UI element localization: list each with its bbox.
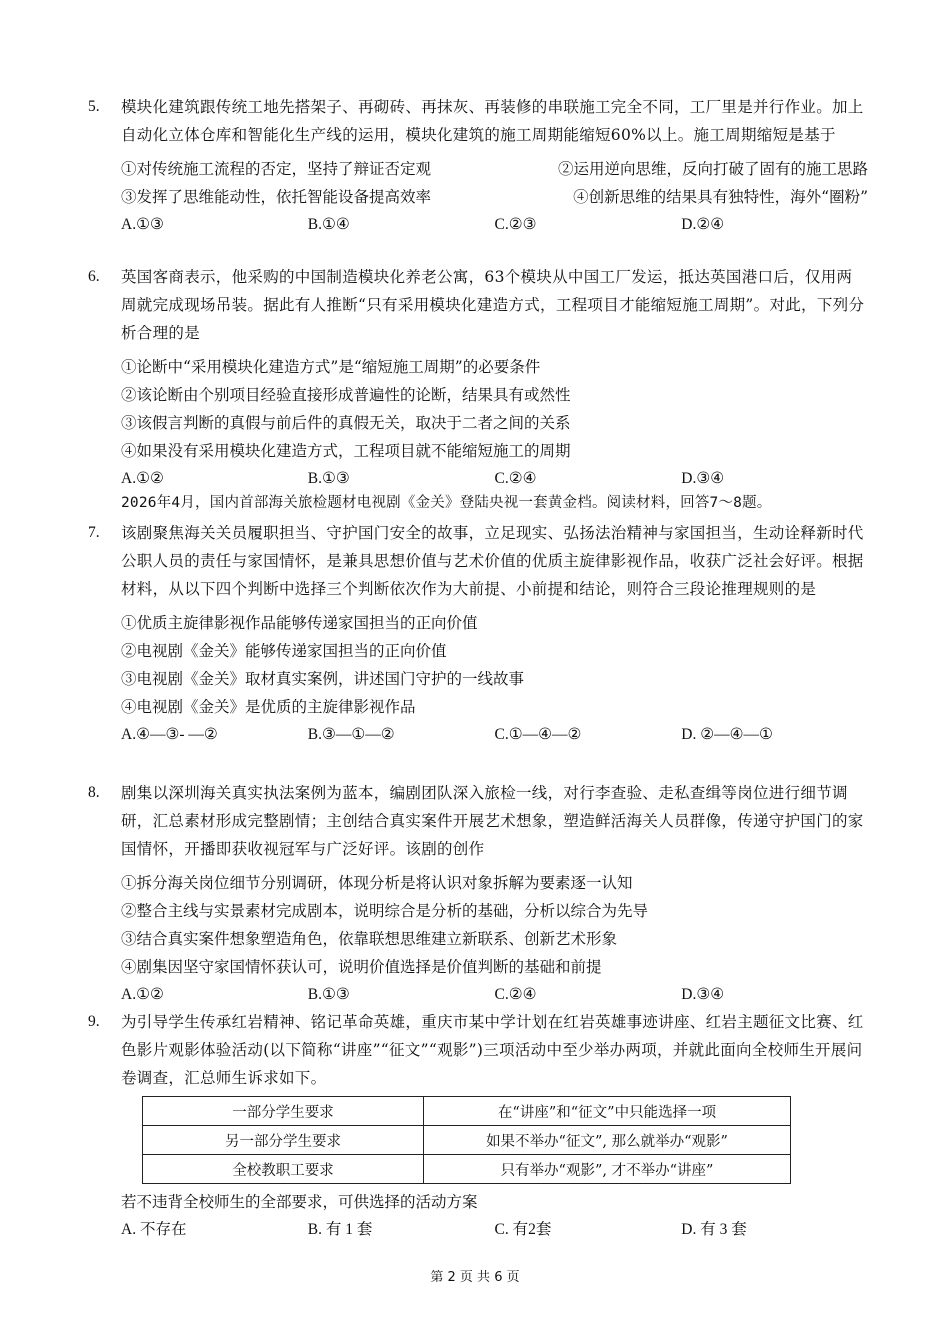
table-cell: 另一部分学生要求 [143,1126,424,1155]
table-cell: 只有举办“观影”, 才不举办“讲座” [424,1155,791,1184]
requirements-table [142,1096,791,1184]
table-cell: 如果不举办“征文”, 那么就举办“观影” [424,1126,791,1155]
answer-choices [121,211,868,239]
question-prompt: 若不违背全校师生的全部要求，可供选择的活动方案 [121,1193,478,1211]
choice-a: A.④—③- —② [121,726,218,743]
choice-a: A. 不存在 [121,1221,187,1238]
table-row [143,1126,791,1155]
option-3: ③该假言判断的真假与前后件的真假无关，取决于二者之间的关系 [121,414,571,432]
option-2: ②运用逆向思维，反向打破了固有的施工思路 [557,160,868,178]
choice-c: C.①—④—② [494,726,582,743]
choice-d: D.③④ [681,986,725,1003]
option-1: ①对传统施工流程的否定，坚持了辩证否定观 [121,160,432,178]
question-number: 6. [88,268,100,285]
option-3: ③发挥了思维能动性，依托智能设备提高效率 [121,188,432,206]
choice-a: A.①③ [121,216,164,233]
choice-b: B.①④ [307,216,350,233]
choice-d: D. 有 3 套 [681,1221,747,1238]
passage-intro: 2026年4月，国内首部海关旅检题材电视剧《金关》登陆央视一套黄金档。阅读材料，回答7～8题。 [121,495,772,511]
choice-a: A.①② [121,986,164,1003]
option-2: ②电视剧《金关》能够传递家国担当的正向价值 [121,642,447,660]
question-number: 7. [88,524,100,541]
option-4: ④如果没有采用模块化建造方式，工程项目就不能缩短施工的周期 [121,442,571,460]
question-stem: 该剧聚焦海关关员履职担当、守护国门安全的故事，立足现实、弘扬法治精神与家国担当，生动诠释新时代公职人员的责任与家国情怀，是兼具思想价值与艺术价值的优质主旋律影视作品，收获广泛社会好评。根据材料，从以下四个判断中选择三个判断依次作为大前提、小前提和结论，则符合三段论推理规则的是 [121,524,864,598]
choice-b: B.①③ [307,986,350,1003]
option-4: ④创新思维的结果具有独特性，海外“圈粉” [573,188,868,206]
question-6 [88,263,868,493]
option-1: ①拆分海关岗位细节分别调研，体现分析是将认识对象拆解为要素逐一认知 [121,874,633,892]
question-stem: 英国客商表示，他采购的中国制造模块化养老公寓，63个模块从中国工厂发运，抵达英国港口后，仅用两周就完成现场吊装。据此有人推断“只有采用模块化建造方式，工程项目才能缩短施工周期”。对此，下列分析合理的是 [121,268,865,342]
choice-d: D.②④ [681,216,725,233]
question-7 [88,519,868,749]
choice-b: B. 有 1 套 [307,1221,373,1238]
choice-a: A.①② [121,470,164,487]
table-row [143,1097,791,1126]
choice-c: C. 有2套 [494,1221,552,1238]
option-3: ③电视剧《金关》取材真实案例，讲述国门守护的一线故事 [121,670,525,688]
option-2: ②该论断由个别项目经验直接形成普遍性的论断，结果具有或然性 [121,386,571,404]
table-cell: 全校教职工要求 [143,1155,424,1184]
question-8 [88,779,868,1009]
answer-choices [121,721,868,749]
choice-b: B.③—①—② [307,726,395,743]
table-cell: 一部分学生要求 [143,1097,424,1126]
answer-choices [121,981,868,1009]
question-number: 9. [88,1013,100,1030]
option-1: ①优质主旋律影视作品能够传递家国担当的正向价值 [121,614,478,632]
option-2: ②整合主线与实景素材完成剧本，说明综合是分析的基础，分析以综合为先导 [121,902,649,920]
answer-choices [121,465,868,493]
question-number: 5. [88,98,100,115]
question-9 [88,1008,868,1244]
option-4: ④电视剧《金关》是优质的主旋律影视作品 [121,698,416,716]
choice-c: C.②③ [494,216,537,233]
question-5 [88,93,868,239]
option-1: ①论断中“采用模块化建造方式”是“缩短施工周期”的必要条件 [121,358,541,376]
page-footer: 第 2 页 共 6 页 [430,1270,520,1285]
table-row [143,1155,791,1184]
choice-d: D.③④ [681,470,725,487]
answer-choices [121,1216,868,1244]
option-3: ③结合真实案件想象塑造角色，依靠联想思维建立新联系、创新艺术形象 [121,930,618,948]
question-stem: 为引导学生传承红岩精神、铭记革命英雄，重庆市某中学计划在红岩英雄事迹讲座、红岩主题征文比赛、红色影片观影体验活动(以下简称“讲座”“征文”“观影”)三项活动中至少举办两项，并就此面向全校师生开展问卷调查，汇总师生诉求如下。 [121,1013,864,1087]
choice-b: B.①③ [307,470,350,487]
question-stem: 剧集以深圳海关真实执法案例为蓝本，编剧团队深入旅检一线，对行李查验、走私查缉等岗位进行细节调研，汇总素材形成完整剧情；主创结合真实案件开展艺术想象，塑造鲜活海关人员群像，传递守护国门的家国情怀，开播即获收视冠军与广泛好评。该剧的创作 [121,784,864,858]
question-number: 8. [88,784,100,801]
option-row [121,183,868,211]
option-row [121,155,868,183]
choice-d: D. ②—④—① [681,726,773,743]
choice-c: C.②④ [494,986,537,1003]
question-stem: 模块化建筑跟传统工地先搭架子、再砌砖、再抹灰、再装修的串联施工完全不同，工厂里是并行作业。加上自动化立体仓库和智能化生产线的运用，模块化建筑的施工周期能缩短60%以上。施工周期缩短是基于 [121,98,864,144]
option-4: ④剧集因坚守家国情怀获认可，说明价值选择是价值判断的基础和前提 [121,958,602,976]
table-cell: 在“讲座”和“征文”中只能选择一项 [424,1097,791,1126]
choice-c: C.②④ [494,470,537,487]
